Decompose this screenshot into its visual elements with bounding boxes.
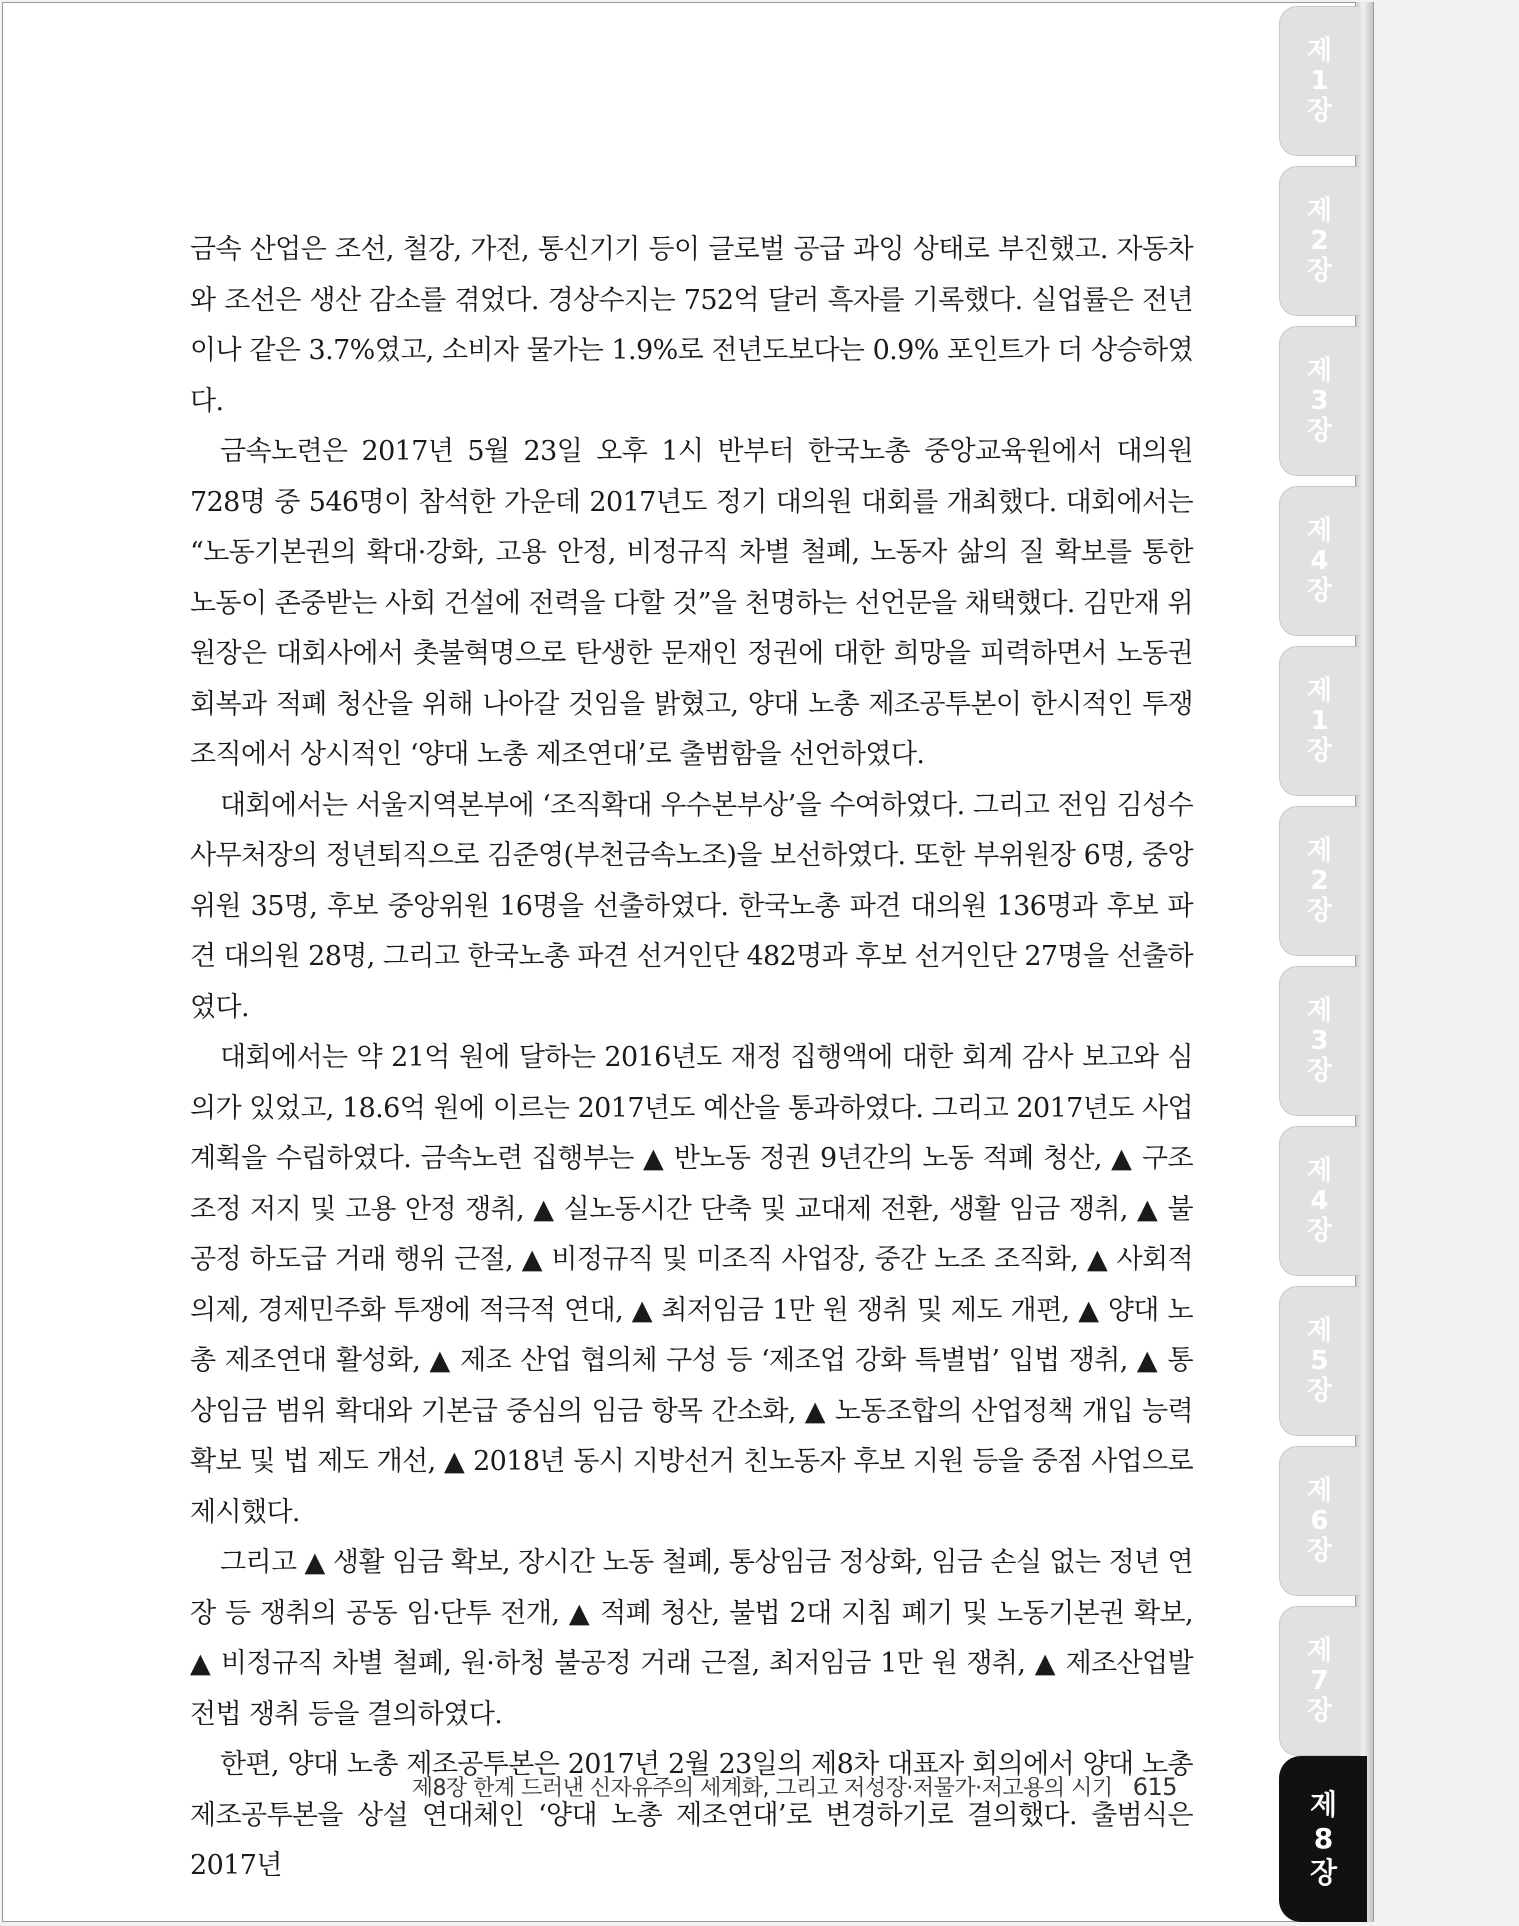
running-title: 제8장 한계 드러낸 신자유주의 세계화, 그리고 저성장·저물가·저고용의 시기 (411, 1776, 1113, 1801)
paragraph: 대회에서는 서울지역본부에 ‘조직확대 우수본부상’을 수여하였다. 그리고 전임 김성수 사무처장의 정년퇴직으로 김준영(부천금속노조)을 보선하였다. 또한 부위원장 6명, 중앙위원 35명, 후보 중앙위원 16명을 선출하였다. 한국노총 파견 대의원 136명과 후보 파견 대의원 28명, 그리고 한국노총 파견 선거인단 482명과 후보 선거인단 27명을 선출하였다. (190, 789, 1193, 1023)
chapter-tab-12-active[interactable] (1279, 1756, 1367, 1922)
chapter-tab-label: 제4장 (1306, 516, 1333, 606)
book-page (2, 2, 1356, 1922)
chapter-tab-5[interactable] (1279, 646, 1359, 796)
chapter-tab-6[interactable] (1279, 806, 1359, 956)
chapter-tab-label: 제8장 (1309, 1788, 1338, 1889)
body-text (190, 225, 1193, 1892)
chapter-tab-9[interactable] (1279, 1286, 1359, 1436)
chapter-tab-11[interactable] (1279, 1606, 1359, 1756)
paragraph: 금속노련은 2017년 5월 23일 오후 1시 반부터 한국노총 중앙교육원에서 대의원 728명 중 546명이 참석한 가운데 2017년도 정기 대의원 대회를 개최했다. 대회에서는 “노동기본권의 확대·강화, 고용 안정, 비정규직 차별 철폐, 노동자 삶의 질 확보를 통한 노동이 존중받는 사회 건설에 전력을 다할 것”을 천명하는 선언문을 채택했다. 김만재 위원장은 대회사에서 촛불혁명으로 탄생한 문재인 정권에 대한 희망을 피력하면서 노동권 회복과 적폐 청산을 위해 나아갈 것임을 밝혔고, 양대 노총 제조공투본이 한시적인 투쟁 조직에서 상시적인 ‘양대 노총 제조연대’로 출범함을 선언하였다. (190, 436, 1193, 770)
chapter-tab-8[interactable] (1279, 1126, 1359, 1276)
chapter-tab-label: 제4장 (1306, 1156, 1333, 1246)
paragraph: 한편, 양대 노총 제조공투본은 2017년 2월 23일의 제8차 대표자 회의에서 양대 노총 제조공투본을 상설 연대체인 ‘양대 노총 제조연대’로 변경하기로 결의했다. 출범식은 2017년 (190, 1749, 1193, 1881)
chapter-tab-label: 제3장 (1306, 996, 1333, 1086)
chapter-tab-label: 제2장 (1306, 836, 1333, 926)
chapter-tab-label: 제3장 (1306, 356, 1333, 446)
chapter-tab-7[interactable] (1279, 966, 1359, 1116)
paragraph: 금속 산업은 조선, 철강, 가전, 통신기기 등이 글로벌 공급 과잉 상태로 부진했고. 자동차와 조선은 생산 감소를 겪었다. 경상수지는 752억 달러 흑자를 기록했다. 실업률은 전년이나 같은 3.7%였고, 소비자 물가는 1.9%로 전년도보다는 0.9% 포인트가 더 상승하였다. (190, 234, 1193, 417)
chapter-tab-label: 제6장 (1306, 1476, 1333, 1566)
paragraph: 그리고 ▲ 생활 임금 확보, 장시간 노동 철폐, 통상임금 정상화, 임금 손실 없는 정년 연장 등 쟁취의 공동 임·단투 전개, ▲ 적폐 청산, 불법 2대 지침 폐기 및 노동기본권 확보, ▲ 비정규직 차별 철폐, 원·하청 불공정 거래 근절, 최저임금 1만 원 쟁취, ▲ 제조산업발전법 쟁취 등을 결의하였다. (190, 1547, 1193, 1730)
chapter-tab-label: 제5장 (1306, 1316, 1333, 1406)
page-number: 615 (1132, 1773, 1177, 1801)
chapter-tab-3[interactable] (1279, 326, 1359, 476)
chapter-tab-4[interactable] (1279, 486, 1359, 636)
chapter-tab-label: 제7장 (1306, 1636, 1333, 1726)
chapter-tab-label: 제1장 (1306, 36, 1333, 126)
chapter-tab-2[interactable] (1279, 166, 1359, 316)
chapter-tab-label: 제2장 (1306, 196, 1333, 286)
chapter-tab-1[interactable] (1279, 6, 1359, 156)
chapter-tab-label: 제1장 (1306, 676, 1333, 766)
chapter-tab-10[interactable] (1279, 1446, 1359, 1596)
page-footer (412, 1771, 1177, 1802)
paragraph: 대회에서는 약 21억 원에 달하는 2016년도 재정 집행액에 대한 회계 감사 보고와 심의가 있었고, 18.6억 원에 이르는 2017년도 예산을 통과하였다. 그리고 2017년도 사업 계획을 수립하였다. 금속노련 집행부는 ▲ 반노동 정권 9년간의 노동 적폐 청산, ▲ 구조조정 저지 및 고용 안정 쟁취, ▲ 실노동시간 단축 및 교대제 전환, 생활 임금 쟁취, ▲ 불공정 하도급 거래 행위 근절, ▲ 비정규직 및 미조직 사업장, 중간 노조 조직화, ▲ 사회적 의제, 경제민주화 투쟁에 적극적 연대, ▲ 최저임금 1만 원 쟁취 및 제도 개편, ▲ 양대 노총 제조연대 활성화, ▲ 제조 산업 협의체 구성 등 ‘제조업 강화 특별법’ 입법 쟁취, ▲ 통상임금 범위 확대와 기본급 중심의 임금 항목 간소화, ▲ 노동조합의 산업정책 개입 능력 확보 및 법 제도 개선, ▲ 2018년 동시 지방선거 친노동자 후보 지원 등을 중점 사업으로 제시했다. (190, 1042, 1193, 1528)
